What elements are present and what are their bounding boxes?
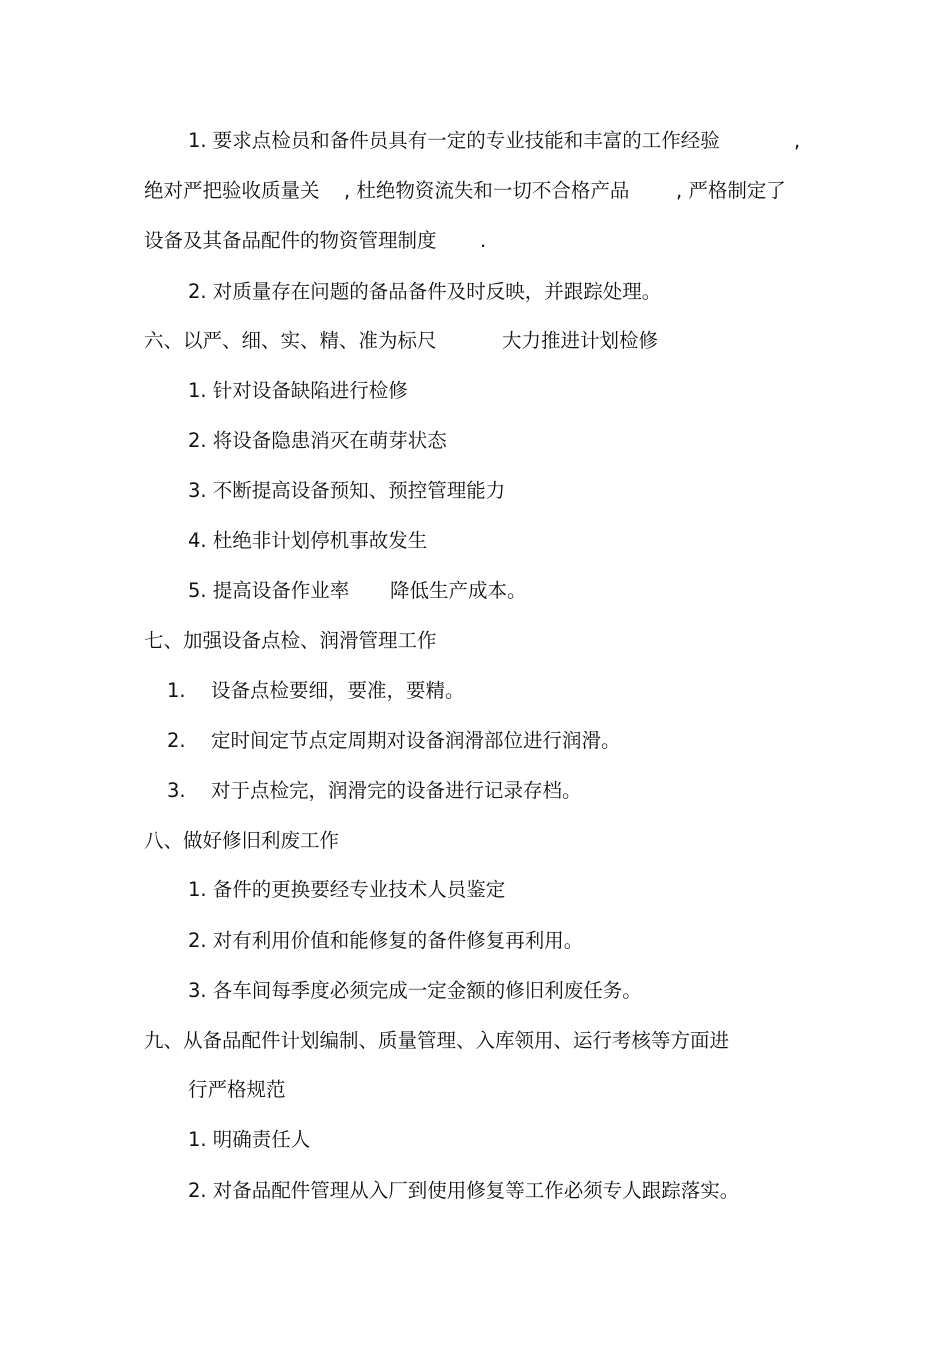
sec6-item-3: 3. 不断提高设备预知、预控管理能力 bbox=[188, 479, 506, 502]
sec7-item-1-number: 1. bbox=[167, 679, 186, 702]
sec7-heading: 七、加强设备点检、润滑管理工作 bbox=[144, 629, 437, 652]
sec5-item1-line3a: 设备及其备品配件的物资管理制度 bbox=[144, 229, 437, 252]
sec9-heading-line2: 行严格规范 bbox=[188, 1078, 286, 1101]
sec7-item-2 bbox=[167, 728, 621, 754]
sec5-item1-line1: 1. 要求点检员和备件员具有一定的专业技能和丰富的工作经验 bbox=[188, 129, 720, 152]
sec7-item-1 bbox=[167, 678, 465, 704]
sec6-heading-a: 六、以严、细、实、精、准为标尺 bbox=[144, 329, 437, 352]
sec6-item-5b: 降低生产成本。 bbox=[390, 579, 527, 602]
sec5-item1-line2c: , 严格制定了 bbox=[676, 179, 786, 202]
sec7-item-2-text: 定时间定节点定周期对设备润滑部位进行润滑。 bbox=[211, 729, 621, 752]
sec5-item1-line2b: , 杜绝物资流失和一切不合格产品 bbox=[344, 179, 630, 202]
sec6-item-2: 2. 将设备隐患消灭在萌芽状态 bbox=[188, 429, 447, 452]
sec8-item-1: 1. 备件的更换要经专业技术人员鉴定 bbox=[188, 878, 506, 901]
sec8-item-2: 2. 对有利用价值和能修复的备件修复再利用。 bbox=[188, 929, 584, 952]
sec5-item1-line3b: . bbox=[480, 229, 487, 252]
sec6-item-5a: 5. 提高设备作业率 bbox=[188, 579, 350, 602]
sec9-item-2: 2. 对备品配件管理从入厂到使用修复等工作必须专人跟踪落实。 bbox=[188, 1179, 740, 1202]
sec8-heading: 八、做好修旧利废工作 bbox=[144, 829, 340, 852]
sec5-item1-line1-comma: , bbox=[794, 129, 801, 152]
sec6-item-4: 4. 杜绝非计划停机事故发生 bbox=[188, 529, 428, 552]
sec7-item-3-text: 对于点检完，润滑完的设备进行记录存档。 bbox=[211, 779, 582, 802]
sec7-item-3-number: 3. bbox=[167, 779, 186, 802]
sec7-item-3 bbox=[167, 778, 582, 804]
sec9-item-1: 1. 明确责任人 bbox=[188, 1128, 311, 1151]
sec8-item-3: 3. 各车间每季度必须完成一定金额的修旧利废任务。 bbox=[188, 979, 642, 1002]
sec6-heading-b: 大力推进计划检修 bbox=[502, 329, 659, 352]
sec7-item-1-text: 设备点检要细，要准，要精。 bbox=[211, 679, 465, 702]
sec9-heading-line1: 九、从备品配件计划编制、质量管理、入库领用、运行考核等方面进 bbox=[144, 1029, 730, 1052]
sec6-item-1: 1. 针对设备缺陷进行检修 bbox=[188, 379, 408, 402]
sec5-item1-line2a: 绝对严把验收质量关 bbox=[144, 179, 320, 202]
sec5-item2: 2. 对质量存在问题的备品备件及时反映，并跟踪处理。 bbox=[188, 280, 662, 303]
sec7-item-2-number: 2. bbox=[167, 729, 186, 752]
